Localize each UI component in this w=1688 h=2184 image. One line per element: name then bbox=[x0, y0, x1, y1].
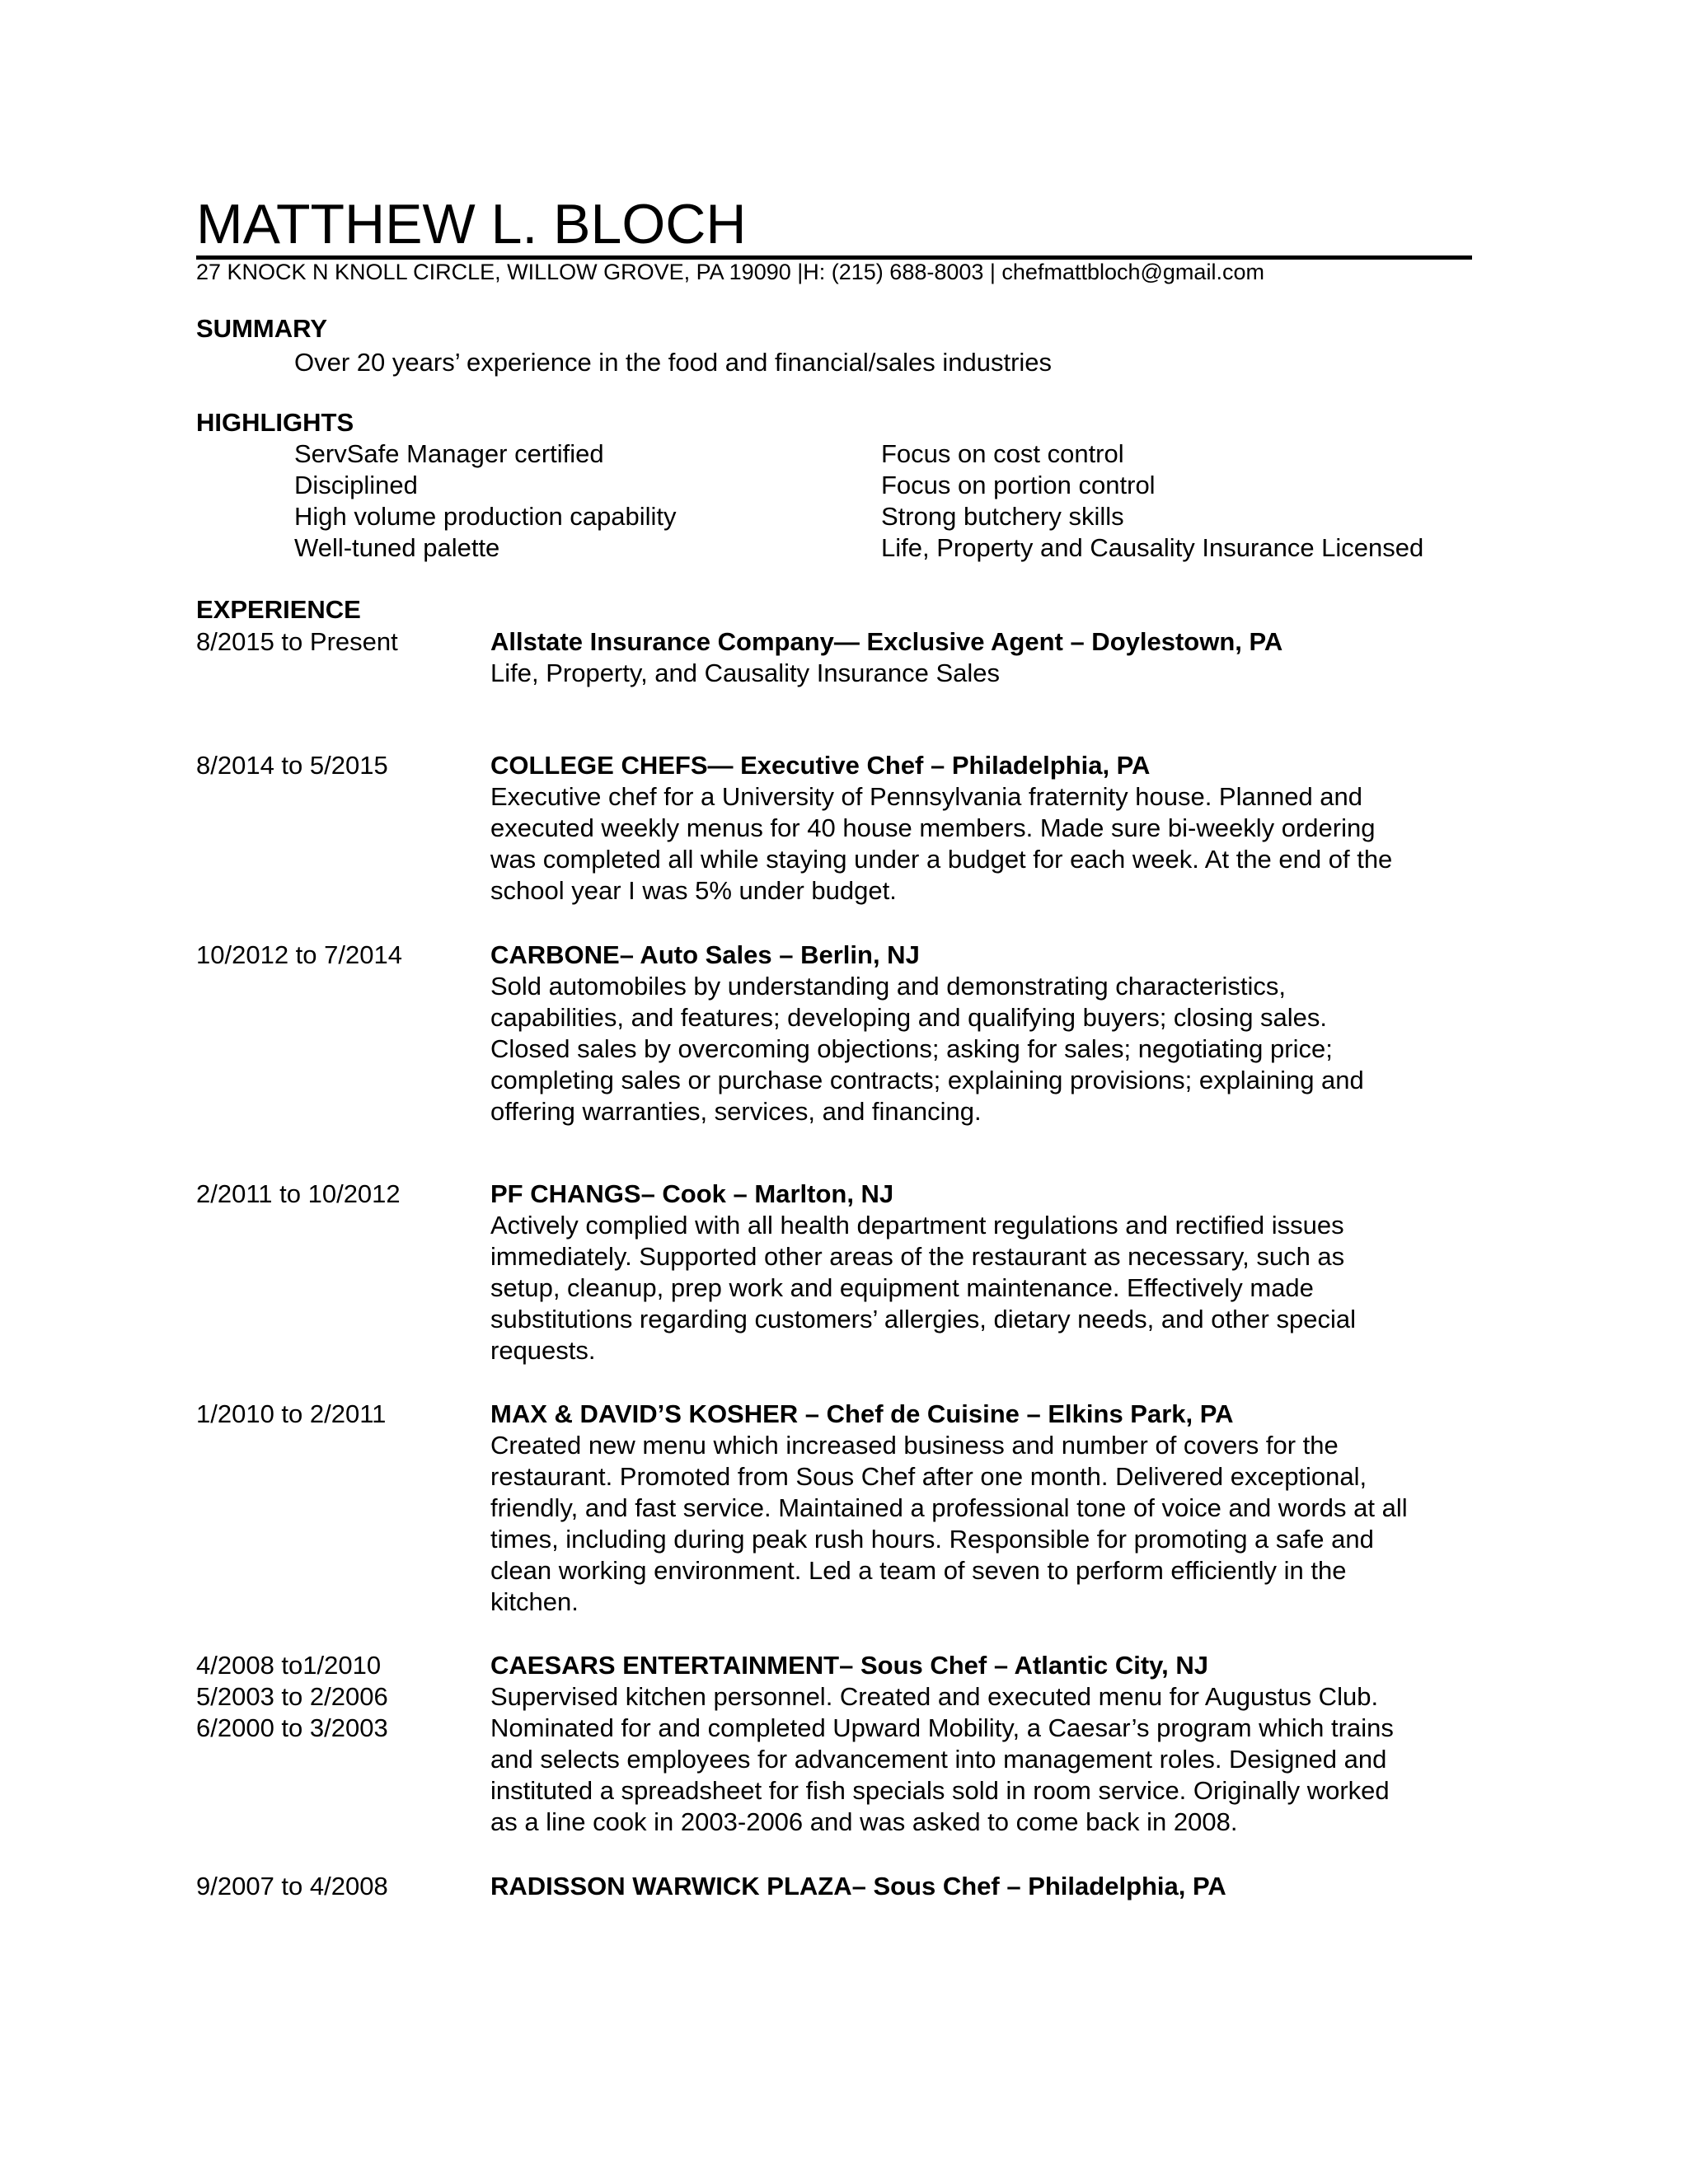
job-heading: MAX & DAVID’S KOSHER – Chef de Cuisine – Elkins Park, PA bbox=[490, 1399, 1234, 1428]
job-heading: PF CHANGS– Cook – Marlton, NJ bbox=[490, 1179, 894, 1208]
job-date-range: 10/2012 to 7/2014 bbox=[196, 940, 402, 969]
highlights-title: HIGHLIGHTS bbox=[196, 408, 354, 437]
contact-line: 27 KNOCK N KNOLL CIRCLE, WILLOW GROVE, PA 19090 |H: (215) 688-8003 | chefmattbloch@gmail.com bbox=[196, 260, 1264, 284]
job-heading: Allstate Insurance Company— Exclusive Agent – Doylestown, PA bbox=[490, 627, 1283, 656]
highlight-item: Strong butchery skills bbox=[881, 502, 1124, 531]
job-body bbox=[490, 750, 1479, 907]
job-description: Executive chef for a University of Pennsylvania fraternity house. Planned and executed weekly menus for 40 house members. Made sure bi-weekly ordering was completed all while staying under a budget for each week. At the end of the school year I was 5% under budget. bbox=[490, 782, 1393, 905]
job-date-range: 6/2000 to 3/2003 bbox=[196, 1713, 388, 1742]
job-dates bbox=[196, 1871, 476, 1902]
job-heading: COLLEGE CHEFS— Executive Chef – Philadelphia, PA bbox=[490, 751, 1151, 780]
highlight-item: Focus on cost control bbox=[881, 439, 1124, 468]
job-body bbox=[490, 1650, 1479, 1838]
job-dates bbox=[196, 1650, 476, 1744]
job-body bbox=[490, 626, 1479, 689]
highlight-item: Life, Property and Causality Insurance Licensed bbox=[881, 533, 1424, 562]
highlight-item: Well-tuned palette bbox=[294, 533, 500, 562]
job-heading: RADISSON WARWICK PLAZA– Sous Chef – Philadelphia, PA bbox=[490, 1872, 1226, 1900]
candidate-name: MATTHEW L. BLOCH bbox=[196, 191, 1472, 260]
job-description: Supervised kitchen personnel. Created and executed menu for Augustus Club. Nominated for and completed Upward Mobility, a Caesar’s program which trains and selects employees for advancement into management roles. Designed and instituted a spreadsheet for fish specials sold in room service. Originally worked as a line cook in 2003-2006 and was asked to come back in 2008. bbox=[490, 1682, 1394, 1836]
job-heading: CAESARS ENTERTAINMENT– Sous Chef – Atlantic City, NJ bbox=[490, 1651, 1208, 1680]
highlights-left-column bbox=[294, 438, 677, 564]
highlight-item: High volume production capability bbox=[294, 502, 677, 531]
summary-title: SUMMARY bbox=[196, 314, 328, 343]
job-date-range: 9/2007 to 4/2008 bbox=[196, 1872, 388, 1900]
job-description: Sold automobiles by understanding and demonstrating characteristics, capabilities, and features; developing and qualifying buyers; closing sales. Closed sales by overcoming objections; asking for sales; negotiating price; completing sales or purchase contracts; explaining provisions; explaining and offering warranties, services, and financing. bbox=[490, 972, 1364, 1126]
job-date-range: 4/2008 to1/2010 bbox=[196, 1651, 382, 1680]
job-date-range: 2/2011 to 10/2012 bbox=[196, 1179, 401, 1208]
job-heading: CARBONE– Auto Sales – Berlin, NJ bbox=[490, 940, 920, 969]
job-date-range: 8/2015 to Present bbox=[196, 627, 398, 656]
job-body bbox=[490, 1179, 1479, 1366]
job-date-range: 8/2014 to 5/2015 bbox=[196, 751, 388, 780]
job-dates bbox=[196, 1179, 476, 1210]
job-date-range: 1/2010 to 2/2011 bbox=[196, 1399, 387, 1428]
highlights-right-column bbox=[881, 438, 1423, 564]
job-dates bbox=[196, 1399, 476, 1430]
job-description: Life, Property, and Causality Insurance Sales bbox=[490, 658, 1001, 687]
job-body bbox=[490, 940, 1479, 1127]
job-description: Created new menu which increased business and number of covers for the restaurant. Promoted from Sous Chef after one month. Delivered exceptional, friendly, and fast service. Maintained a professional tone of voice and words at all times, including during peak rush hours. Responsible for promoting a safe and clean working environment. Led a team of seven to perform efficiently in the kitchen. bbox=[490, 1431, 1408, 1616]
highlight-item: Disciplined bbox=[294, 471, 418, 499]
job-body bbox=[490, 1399, 1479, 1618]
job-body bbox=[490, 1871, 1479, 1902]
job-dates bbox=[196, 626, 476, 658]
job-date-range: 5/2003 to 2/2006 bbox=[196, 1682, 388, 1711]
highlight-item: Focus on portion control bbox=[881, 471, 1156, 499]
highlight-item: ServSafe Manager certified bbox=[294, 439, 604, 468]
job-dates bbox=[196, 750, 476, 781]
experience-title: EXPERIENCE bbox=[196, 595, 361, 624]
job-description: Actively complied with all health department regulations and rectified issues immediately. Supported other areas of the restaurant as necessary, such as setup, cleanup, prep work and equipment maintenance. Effectively made substitutions regarding customers’ allergies, dietary needs, and other special requests. bbox=[490, 1211, 1356, 1365]
summary-text: Over 20 years’ experience in the food and financial/sales industries bbox=[294, 348, 1053, 377]
job-dates bbox=[196, 940, 476, 971]
